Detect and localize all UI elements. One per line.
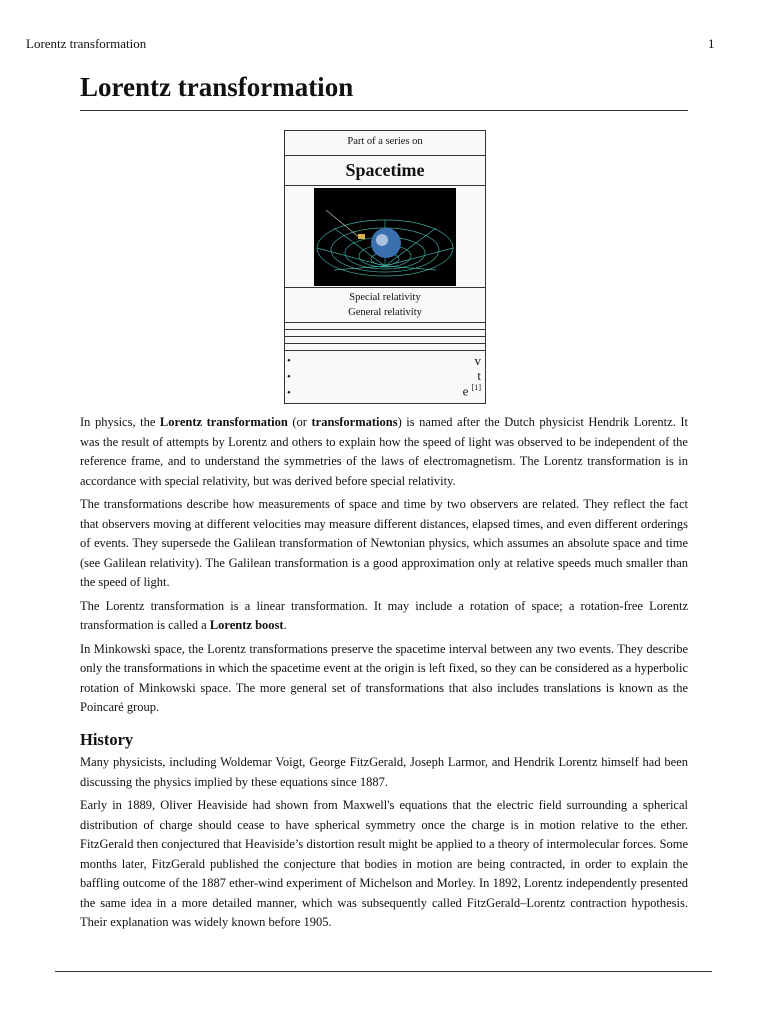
paragraph: The Lorentz transformation is a linear transformation. It may include a rotation of space; a rotation-free Lorentz transformation is called a Lorentz boost.	[80, 598, 688, 632]
section-heading-history: History	[80, 729, 134, 749]
paragraph: Many physicists, including Woldemar Voigt, George FitzGerald, Joseph Larmor, and Hendrik Lorentz himself had been discussing the physics implied by these equations since 1887.	[80, 755, 688, 789]
infobox-divider	[285, 344, 485, 351]
paragraph: The transformations describe how measurements of space and time by two observers are related. They reflect the fact that observers moving at different velocities may measure different distances, elapsed times, and even different orderings of events. They supersede the Galilean transformation of Newtonian physics, which assumes an absolute space and time (see Galilean relativity). The Galilean transformation is a good approximation only at relative speeds much smaller than the speed of light.	[80, 497, 688, 589]
spacetime-curvature-image	[314, 188, 456, 286]
series-title[interactable]: Spacetime	[285, 156, 485, 186]
reference[interactable]: [1]	[471, 383, 481, 392]
nav-talk-link[interactable]: t	[477, 368, 481, 383]
bullet: •	[287, 387, 291, 399]
nav-view-link[interactable]: v	[474, 353, 481, 368]
page-title: Lorentz transformation	[80, 72, 354, 102]
link-special-relativity[interactable]: Special relativity	[349, 292, 421, 303]
infobox	[284, 130, 486, 404]
title-rule	[80, 110, 688, 111]
paragraph: In physics, the Lorentz transformation (or transformations) is named after the Dutch physicist Hendrik Lorentz. It was the result of attempts by Lorentz and others to explain how the speed of light was observed to be independent of the reference frame, and to understand the symmetries of the laws of electromagnetism. The Lorentz transformation is in accordance with special relativity, but was derived before special relativity.	[80, 415, 688, 488]
infobox-divider	[285, 323, 485, 330]
paragraph: Early in 1889, Oliver Heaviside had shown from Maxwell's equations that the electric field surrounding a spherical distribution of charge should cease to have spherical symmetry once the charge is in motion relative to the ether. FitzGerald then conjectured that Heaviside’s distortion result might be applied to a theory of intermolecular forces. Some months later, FitzGerald published the conjecture that bodies in motion are being contracted, in order to explain the baffling outcome of the 1887 ether-wind experiment of Michelson and Morley. In 1892, Lorentz independently presented the same idea in a more detailed manner, which was subsequently called FitzGerald–Lorentz contraction hypothesis. Their explanation was widely known before 1905.	[80, 798, 688, 929]
infobox-divider	[285, 330, 485, 337]
running-header: Lorentz transformation	[26, 36, 147, 51]
infobox-divider	[285, 337, 485, 344]
spacetime-image[interactable]	[285, 186, 485, 288]
footer-rule	[55, 971, 712, 972]
page-number: 1	[708, 36, 715, 51]
article-body	[80, 413, 688, 937]
paragraph: In Minkowski space, the Lorentz transformations preserve the spacetime interval between any two events. They describe only the transformations in which the spacetime event at the origin is left fixed, so they can be considered as a hyperbolic rotation of Minkowski space. The more general set of transformations that also includes translations is known as the Poincaré group.	[80, 641, 688, 714]
series-label: Part of a series on	[285, 131, 485, 156]
nav-edit-link[interactable]: e	[462, 383, 469, 399]
bullet: •	[287, 355, 291, 367]
navbox	[285, 351, 485, 403]
link-general-relativity[interactable]: General relativity	[348, 307, 422, 318]
bullet: •	[287, 371, 291, 383]
